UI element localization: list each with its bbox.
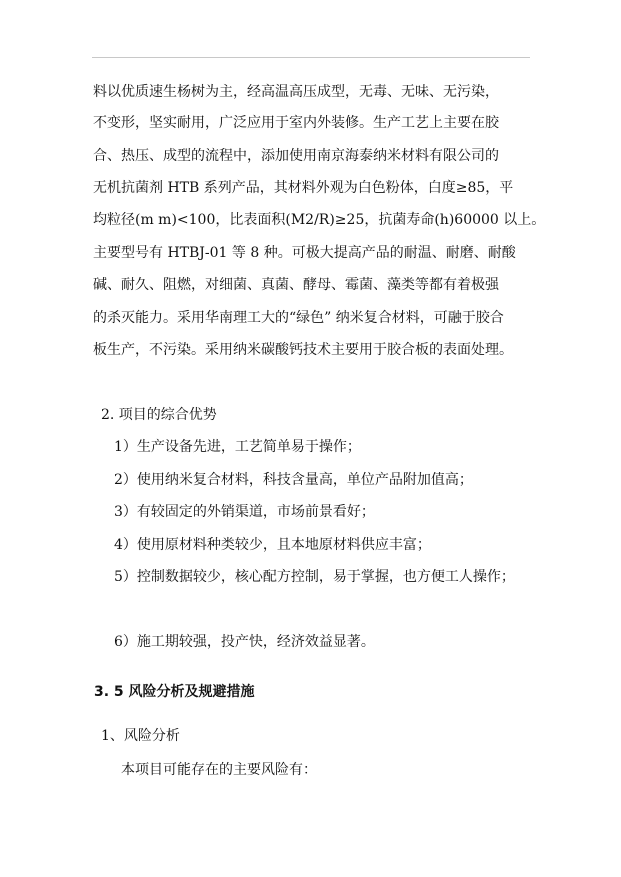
paragraph-line: 板生产，不污染。采用纳米碳酸钙技术主要用于胶合板的表面处理。 bbox=[93, 342, 513, 358]
advantage-item: 4）使用原材料种类较少，且本地原材料供应丰富； bbox=[114, 537, 431, 553]
section-heading: 3. 5 风险分析及规避措施 bbox=[94, 684, 255, 700]
paragraph-line: 不变形，坚实耐用，广泛应用于室内外装修。生产工艺上主要在胶 bbox=[93, 115, 499, 131]
advantage-item: 1）生产设备先进，工艺简单易于操作； bbox=[114, 439, 361, 455]
paragraph-line: 料以优质速生杨树为主，经高温高压成型，无毒、无味、无污染， bbox=[93, 84, 499, 100]
paragraph-line: 的杀灭能力。采用华南理工大的“绿色” 纳米复合材料，可融于胶合 bbox=[93, 310, 504, 326]
paragraph-line: 碱、耐久、阻燃，对细菌、真菌、酵母、霉菌、藻类等都有着极强 bbox=[93, 277, 499, 293]
advantages-title: 2. 项目的综合优势 bbox=[101, 407, 217, 423]
body-text: 本项目可能存在的主要风险有： bbox=[121, 762, 317, 778]
paragraph-line: 合、热压、成型的流程中，添加使用南京海泰纳米材料有限公司的 bbox=[93, 148, 499, 164]
advantage-item: 3）有较固定的外销渠道，市场前景看好； bbox=[114, 504, 375, 520]
header-rule bbox=[92, 57, 530, 58]
sub-heading: 1、风险分析 bbox=[101, 728, 180, 744]
advantage-item: 2）使用纳米复合材料，科技含量高，单位产品附加值高； bbox=[114, 472, 473, 488]
advantage-item: 5）控制数据较少，核心配方控制，易于掌握，也方便工人操作； bbox=[114, 569, 515, 585]
paragraph-line: 均粒径(m m)<100，比表面积(M2/R)≥25，抗菌寿命(h)60000 以上。 bbox=[93, 212, 546, 228]
paragraph-line: 主要型号有 HTBJ-01 等 8 种。可极大提高产品的耐温、耐磨、耐酸 bbox=[93, 245, 516, 261]
paragraph-line: 无机抗菌剂 HTB 系列产品，其材料外观为白色粉体，白度≥85，平 bbox=[93, 180, 514, 196]
advantage-item: 6）施工期较强，投产快，经济效益显著。 bbox=[114, 634, 375, 650]
